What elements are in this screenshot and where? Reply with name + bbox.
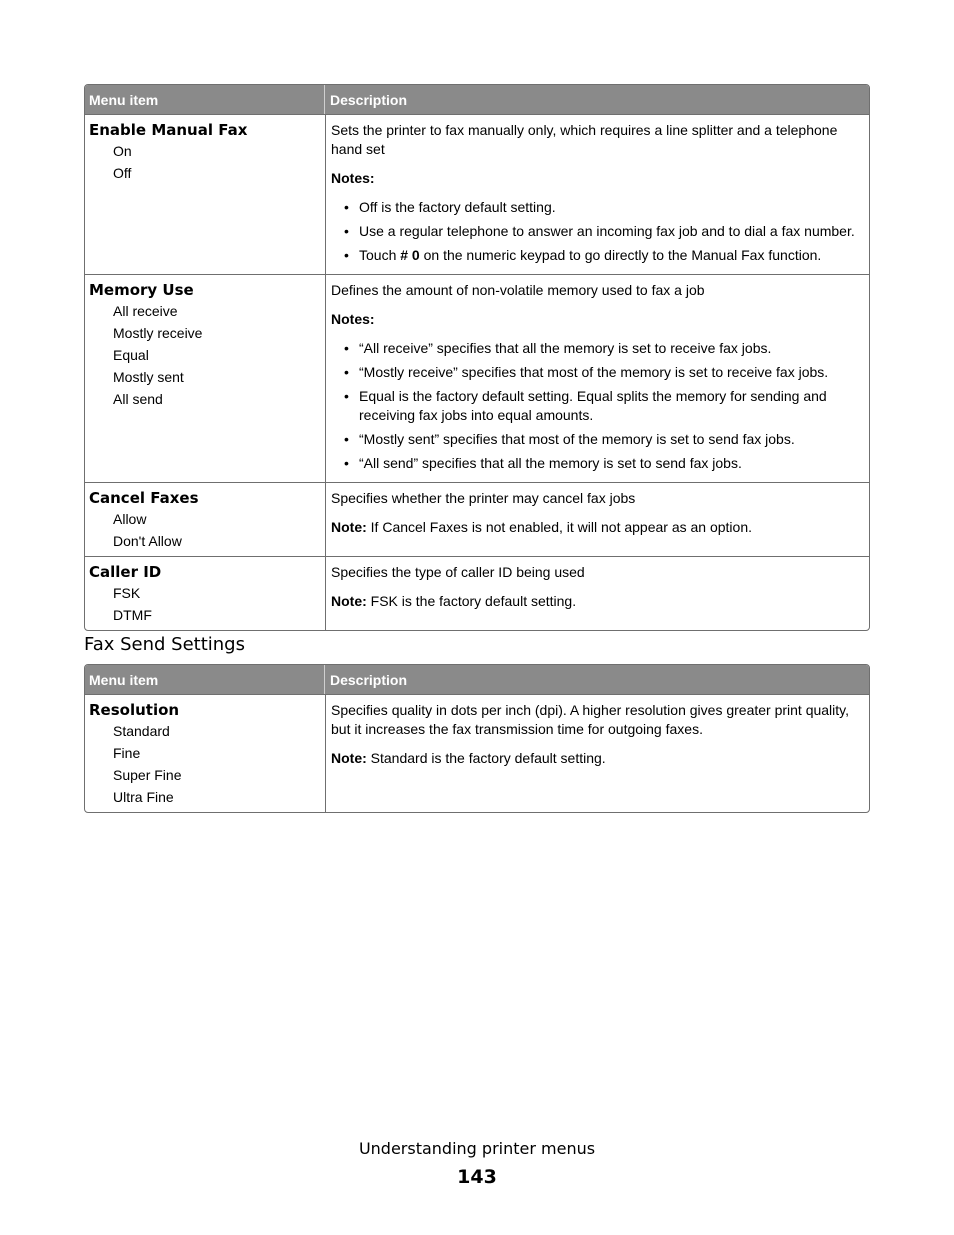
- menu-item-title: Cancel Faxes: [89, 489, 199, 507]
- menu-item-cell: [85, 483, 326, 556]
- menu-item-cell: [85, 115, 326, 274]
- menu-table-fax-settings: [84, 84, 870, 631]
- note-line: [331, 749, 865, 768]
- note-text: If Cancel Faxes is not enabled, it will not appear as an option.: [366, 519, 753, 535]
- menu-item-cell: [85, 557, 326, 630]
- description-cell: [326, 557, 869, 630]
- menu-option: FSK: [113, 585, 141, 601]
- header-menu-item: Menu item: [85, 85, 325, 114]
- notes-label: Notes:: [331, 170, 375, 186]
- note-line: [331, 592, 865, 611]
- menu-option: Standard: [113, 723, 170, 739]
- note-label: Note:: [331, 750, 367, 766]
- description-cell: [326, 115, 869, 274]
- table-row: [85, 556, 869, 630]
- description-text: Specifies whether the printer may cancel fax jobs: [331, 490, 636, 506]
- note-bullet: • “All send” specifies that all the memory is set to send fax jobs.: [331, 454, 865, 473]
- menu-item-title: Enable Manual Fax: [89, 121, 248, 139]
- menu-item-cell: [85, 275, 326, 482]
- notes-label: Notes:: [331, 311, 375, 327]
- table-header: [85, 665, 869, 694]
- menu-option: Off: [113, 165, 132, 181]
- menu-option: Fine: [113, 745, 141, 761]
- note-bullet: • “All receive” specifies that all the memory is set to receive fax jobs.: [331, 339, 865, 358]
- menu-item-title: Resolution: [89, 701, 180, 719]
- menu-option: Ultra Fine: [113, 789, 174, 805]
- note-label: Note:: [331, 519, 367, 535]
- table-header: [85, 85, 869, 114]
- description-cell: [326, 695, 869, 812]
- menu-option: All receive: [113, 303, 178, 319]
- menu-option: Super Fine: [113, 767, 182, 783]
- note-bullet: • Use a regular telephone to answer an incoming fax job and to dial a fax number.: [331, 222, 865, 241]
- note-bullet: • Equal is the factory default setting. Equal splits the memory for sending and receiving fax jobs into equal amounts.: [331, 387, 865, 425]
- table-row: [85, 274, 869, 482]
- menu-table-fax-send-settings: [84, 664, 870, 813]
- note-bullet: • “Mostly receive” specifies that most of the memory is set to receive fax jobs.: [331, 363, 865, 382]
- menu-item-title: Memory Use: [89, 281, 194, 299]
- page-number: 143: [457, 1166, 497, 1188]
- menu-option: Mostly receive: [113, 325, 203, 341]
- menu-option: Equal: [113, 347, 149, 363]
- header-menu-item: Menu item: [85, 665, 325, 694]
- note-text: Standard is the factory default setting.: [366, 750, 606, 766]
- table-row: [85, 694, 869, 812]
- menu-item-title: Caller ID: [89, 563, 162, 581]
- description-text: Specifies the type of caller ID being used: [331, 564, 585, 580]
- note-bullet: • Touch # 0 on the numeric keypad to go directly to the Manual Fax function.: [331, 246, 865, 265]
- header-description: Description: [330, 672, 408, 688]
- menu-option: Mostly sent: [113, 369, 184, 385]
- description-text: Sets the printer to fax manually only, which requires a line splitter and a telephone hand set: [331, 122, 838, 157]
- header-description: Description: [330, 92, 408, 108]
- section-title: Fax Send Settings: [84, 634, 245, 655]
- menu-item-cell: [85, 695, 326, 812]
- note-bullet: • Off is the factory default setting.: [331, 198, 865, 217]
- description-cell: [326, 483, 869, 556]
- table-row: [85, 482, 869, 556]
- note-line: [331, 518, 865, 537]
- description-cell: [326, 275, 869, 482]
- note-text: FSK is the factory default setting.: [366, 593, 577, 609]
- footer-chapter-title: Understanding printer menus: [358, 1139, 596, 1158]
- table-row: [85, 114, 869, 274]
- menu-option: Don't Allow: [113, 533, 182, 549]
- menu-option: On: [113, 143, 132, 159]
- menu-option: All send: [113, 391, 163, 407]
- menu-option: DTMF: [113, 607, 152, 623]
- menu-option: Allow: [113, 511, 147, 527]
- description-text: Specifies quality in dots per inch (dpi). A higher resolution gives greater print quality, but it increases the fax transmission time for outgoing faxes.: [331, 702, 850, 737]
- note-label: Note:: [331, 593, 367, 609]
- note-bullet: • “Mostly sent” specifies that most of the memory is set to send fax jobs.: [331, 430, 865, 449]
- description-text: Defines the amount of non-volatile memory used to fax a job: [331, 282, 705, 298]
